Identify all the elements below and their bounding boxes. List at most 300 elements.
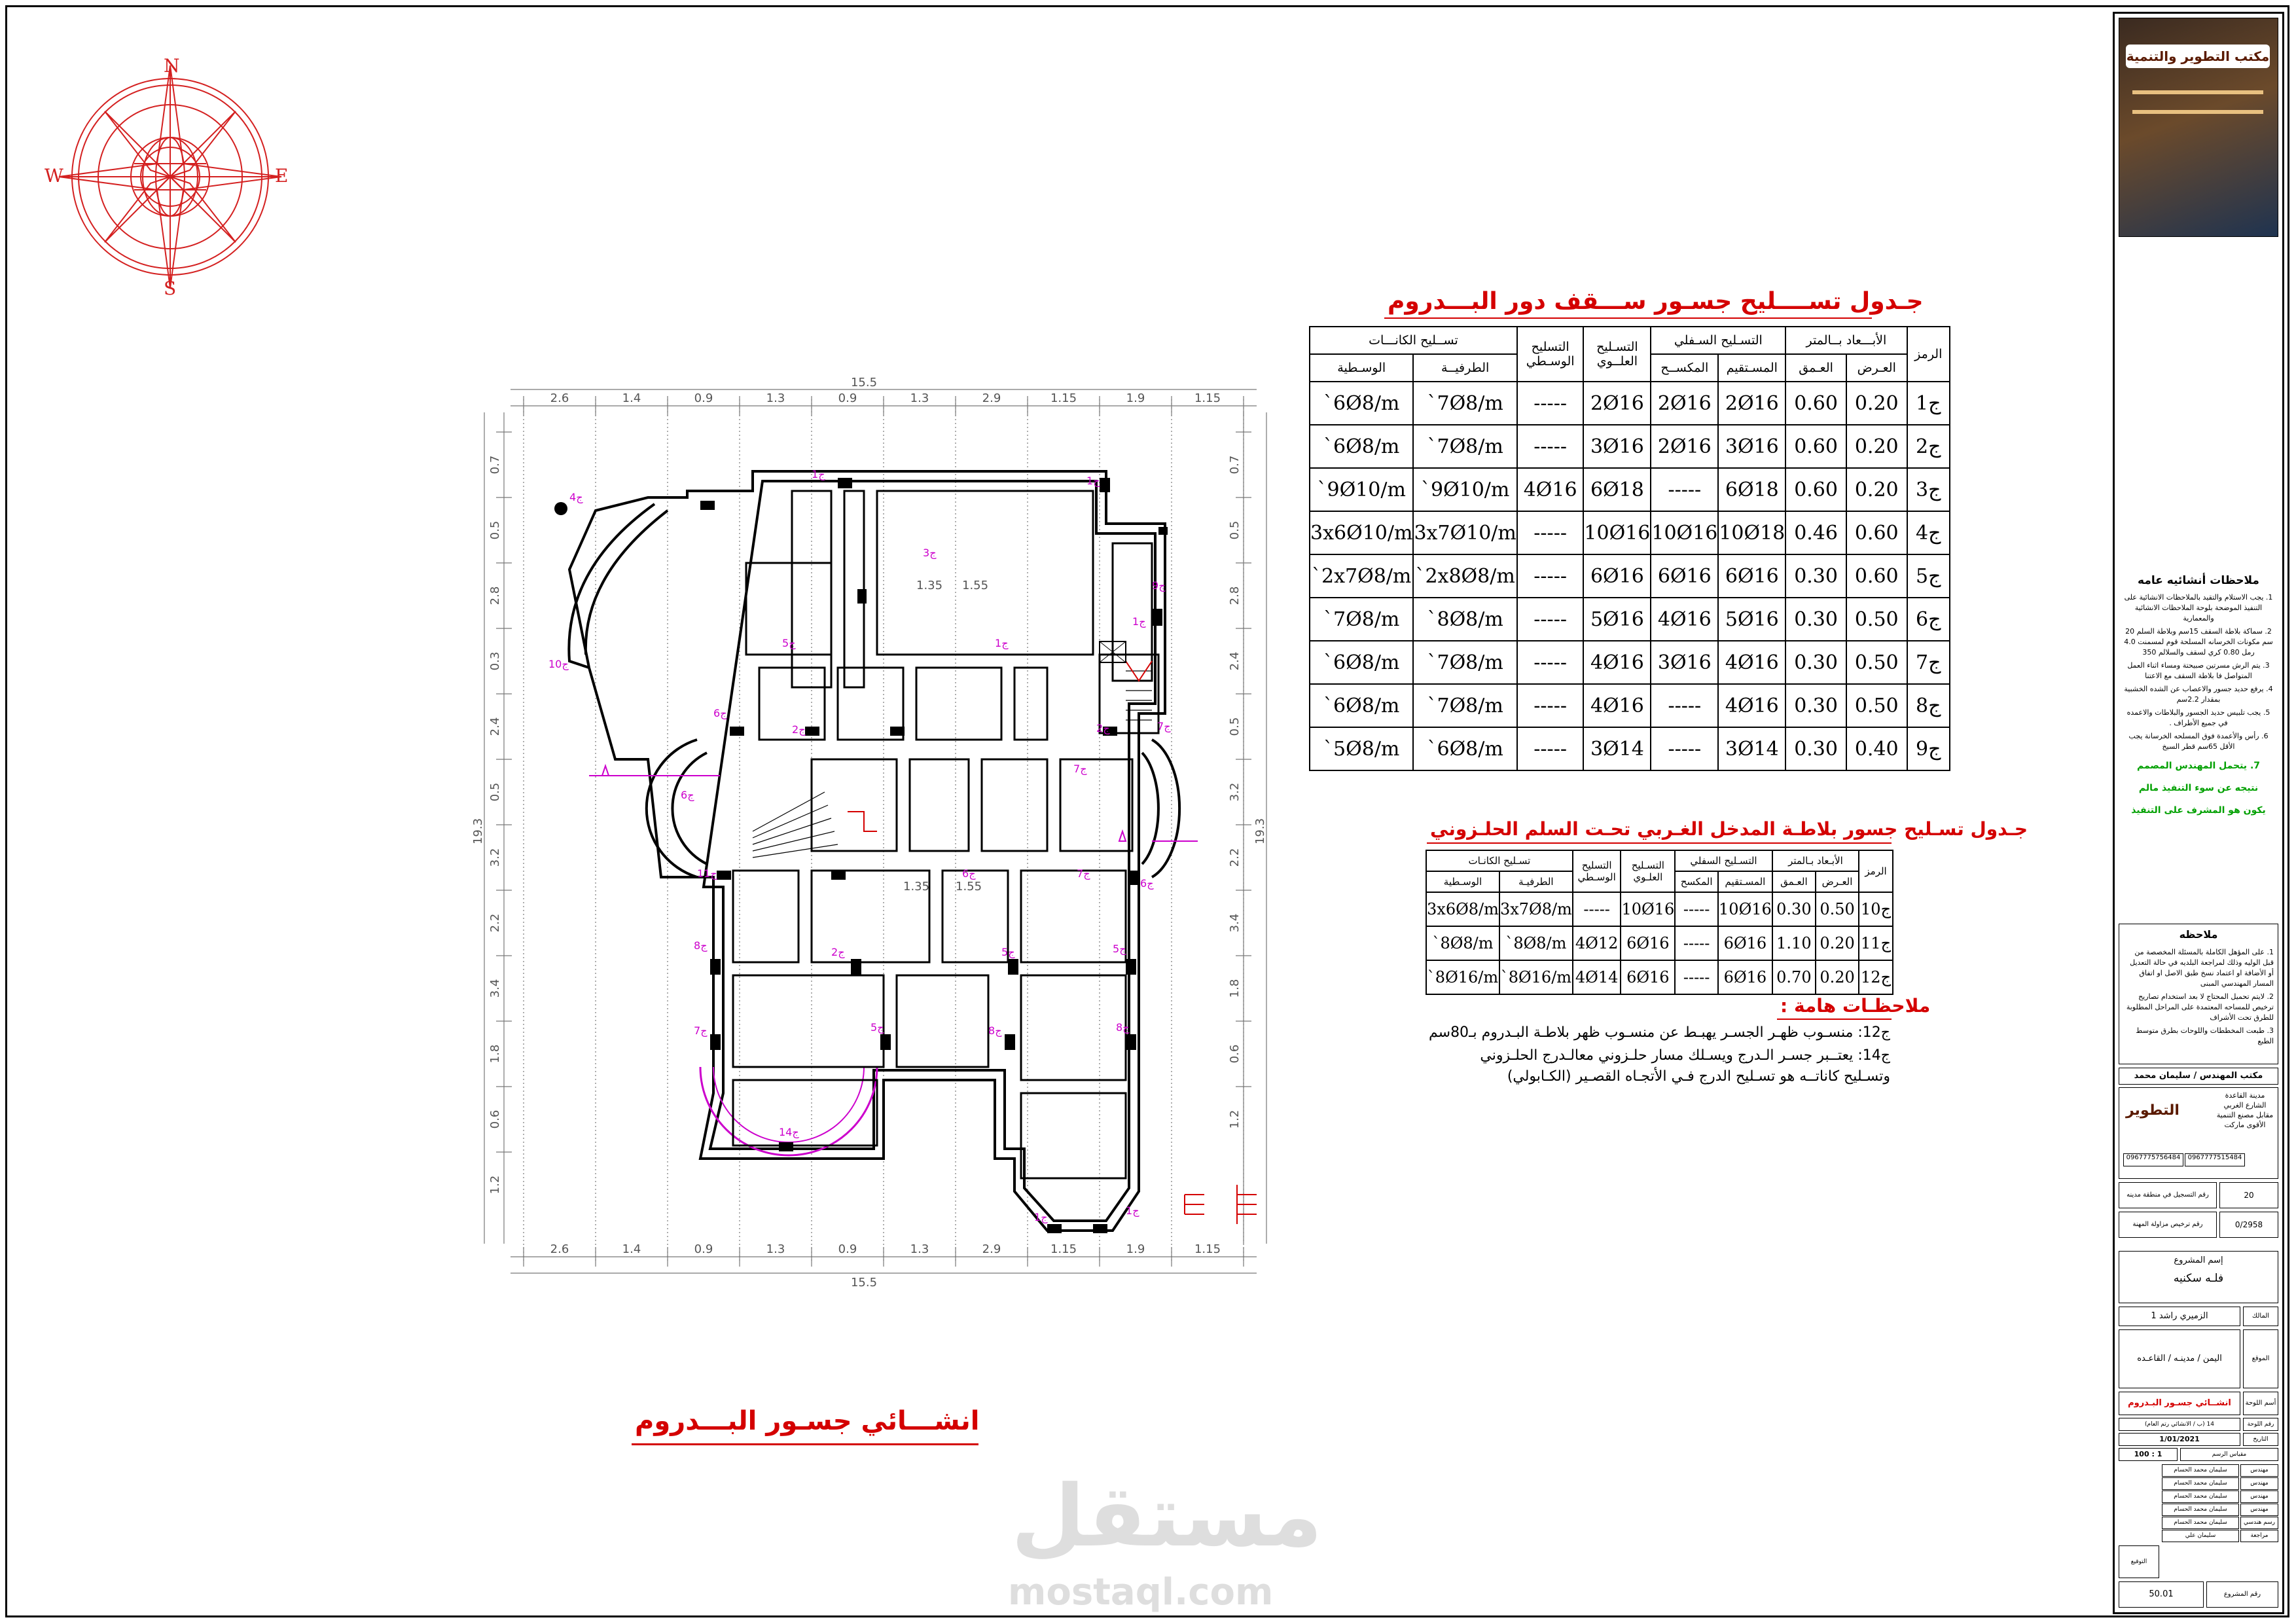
t1-cell: 6Ø8/m` [1310,641,1413,684]
dim-label: 0.9 [694,391,713,405]
green-note-1: 7. يتحمل المهندس المصمم [2136,761,2261,771]
t1-h-dims: الأبـــعاد بــالمتر [1785,327,1907,354]
compass-north: N [164,55,180,77]
t1-h-center: الوسـطية [1310,354,1413,382]
t2-h-center: الوسـطية [1426,871,1499,892]
t1-row [1310,727,1950,770]
staff-role: مراجعة [2240,1530,2278,1542]
t2-cell: 0.20 [1816,926,1859,960]
t1-cell: 6Ø8/m` [1310,425,1413,468]
sheet-no-label: رقم اللوحة [2243,1418,2278,1431]
compass-west: W [45,165,63,187]
dim-label: 1.9 [1126,1242,1145,1256]
compass-rose [26,46,327,308]
t1-cell: 9Ø10/m` [1310,468,1413,511]
general-notes-title: ملاحظات أنشائيه عامه [2138,574,2259,587]
t2-cell: 0.50 [1816,892,1859,926]
t2-cell: 10Ø16 [1718,892,1772,926]
dim-label: 1.3 [910,391,929,405]
t2-row [1426,960,1893,994]
t2-cell: ج10 [1859,892,1893,926]
dim-label: 1.4 [622,391,641,405]
t1-cell: ----- [1517,641,1584,684]
t1-cell: ----- [1651,727,1718,770]
reg-value: 20 [2219,1182,2278,1208]
t1-h-edge: الطرفيــة [1413,354,1516,382]
vdim-label: 2.8 [488,586,502,605]
t1-cell: 6Ø18 [1718,468,1785,511]
note-panel [2119,924,2278,1064]
vdim-label: 3.4 [1228,913,1242,933]
t2-cell: ج12 [1859,960,1893,994]
dim-label: 1.3 [766,1242,785,1256]
t1-cell: 0.60 [1846,554,1907,598]
vdim-label: 1.8 [1228,979,1242,998]
inner-dim-3: 1.35 [903,880,930,893]
date: 1/01/2021 [2119,1433,2240,1446]
t1-cell: 4Ø16 [1583,684,1651,727]
t1-h-top: التسـليح العلــوي [1583,327,1651,382]
svg-text:ج1: ج1 [1034,1211,1048,1223]
staff-role: مهندس [2240,1477,2278,1490]
t2-h-straight: المسـتقيم [1718,871,1772,892]
t1-cell: 5Ø8/m` [1310,727,1413,770]
svg-text:ج7: ج7 [1157,720,1171,732]
t1-cell: 5Ø16 [1718,598,1785,641]
dim-label: 1.15 [1194,391,1221,405]
staff-name: سليمان محمد الحسام [2162,1490,2239,1503]
t2-h-top: التسـليح العلـوي [1621,850,1675,892]
svg-text:ج5: ج5 [1001,946,1015,958]
staff-name: سليمان محمد الحسام [2162,1477,2239,1490]
svg-text:ج7: ج7 [694,1024,708,1037]
t2-h-dims: الأبـعاد بـالمتر [1772,850,1859,871]
dim-label: 1.15 [1050,1242,1077,1256]
t1-cell: ----- [1517,554,1584,598]
t1-row [1310,554,1950,598]
important-note-2: ج14: يعتــبر جسـر الـدرج ويسـلك مسار حلـزوني معالـدرج الحلـزوني [1480,1047,1890,1064]
t1-cell: 6Ø8/m` [1310,382,1413,425]
general-note: 1. يجب الاستلام والتقيد بالملاحظات الانشائية على التنفيذ الموضحة بلوحة الملاحظات الانشائية والمعمارية [2124,593,2273,623]
note-item: 1. على المؤهل الكاملة بالمسئلة المخصصة من قبل الوليه وذلك لمراجعة البلديه في حالة التعديل أو الأضافة او اعتماد نسخ طبق الاصل او اتفاق المسار المهندسي المبنى [2130,948,2274,988]
vdim-label: 0.3 [488,651,502,671]
t1-cell: 7Ø8/m` [1413,382,1516,425]
important-notes-underline [1777,1019,1892,1020]
t1-cell: 6Ø16 [1651,554,1718,598]
t2-h-mid: التسليح الوسـطي [1573,850,1621,892]
svg-text:ج6: ج6 [713,707,727,719]
dim-label: 1.4 [622,1242,641,1256]
t1-cell: 0.30 [1785,727,1846,770]
t1-cell: 6Ø18 [1583,468,1651,511]
watermark-latin: mostaql.com [1008,1571,1274,1614]
t2-row [1426,926,1893,960]
t1-cell: 0.30 [1785,554,1846,598]
compass-south: S [164,278,177,299]
t1-cell: 7Ø8/m` [1413,641,1516,684]
vdim-label: 0.5 [488,782,502,802]
t1-row [1310,382,1950,425]
svg-text:ج7: ج7 [1073,763,1087,775]
overall-dim-top: 15.5 [850,376,878,389]
t1-cell: ج3 [1907,468,1950,511]
t2-cell: ج11 [1859,926,1893,960]
dim-label: 1.15 [1050,391,1077,405]
vdim-label: 0.7 [1228,455,1242,475]
t2-h-width: العـرض [1816,871,1859,892]
general-notes-panel [2119,243,2278,924]
t1-cell: 10Ø16 [1651,511,1718,554]
t2-cell: 8Ø16/m` [1426,960,1499,994]
svg-text:ج5: ج5 [1113,943,1126,955]
staff-role: مهندس [2240,1490,2278,1503]
location: اليمن / مدينـه / القاعـده [2119,1329,2240,1388]
office-info-line: الشارع الغربي [2223,1101,2267,1110]
overall-dim-right: 19.3 [1253,818,1267,845]
t1-cell: 0.46 [1785,511,1846,554]
t2-h-bottom: التسـليح السفلي [1675,850,1772,871]
sheet-no: 14 (ب / الانشائي رتم العام) [2119,1418,2240,1431]
project-no: 50.01 [2119,1581,2204,1608]
logo-banner-line-2 [2132,110,2263,114]
vdim-label: 2.2 [1228,848,1242,867]
t1-cell: 5Ø16 [1583,598,1651,641]
t1-cell: 2Ø16 [1651,425,1718,468]
t2-cell: 3x7Ø8/m [1499,892,1573,926]
inner-dim-2: 1.55 [962,579,989,592]
svg-text:ج3: ج3 [923,547,937,559]
t1-cell: 7Ø8/m` [1413,425,1516,468]
office-info-line: مدينة القاعدة [2225,1091,2265,1100]
vdim-label: 1.8 [488,1044,502,1064]
vdim-label: 1.2 [488,1175,502,1195]
t1-cell: 0.60 [1785,382,1846,425]
vdim-label: 2.2 [488,913,502,933]
t1-cell: ----- [1651,684,1718,727]
office-info-panel [2119,1087,2278,1179]
t1-cell: 0.40 [1846,727,1907,770]
vdim-label: 0.5 [1228,717,1242,736]
beam-floor-plan [471,373,1289,1316]
t1-cell: ----- [1651,468,1718,511]
t1-cell: ج8 [1907,684,1950,727]
t1-cell: 4Ø16 [1583,641,1651,684]
t1-cell: 3Ø16 [1583,425,1651,468]
t1-cell: 10Ø18 [1718,511,1785,554]
sign-label: التوقيع [2119,1545,2159,1578]
t1-cell: 2Ø16 [1718,382,1785,425]
dim-label: 2.9 [982,391,1001,405]
vdim-label: 0.5 [488,520,502,540]
t1-cell: 3Ø14 [1718,727,1785,770]
t2-row [1426,892,1893,926]
general-note: 2. سماكة بلاطة السقف 15سم وبلاطة السلم 20 سم مكونات الخرسانه المسلحة قوم لمسمنت 4.0 رمل 0.80 كري لسقف والسلالم 350 [2124,627,2273,657]
office-logo-title: مكتب التطوير والتنمية [2126,45,2270,68]
staff-role: رسم هندسي [2240,1517,2278,1529]
t2-h-edge: الطرفيـة [1499,871,1573,892]
svg-text:ج1: ج1 [1132,615,1146,628]
t1-cell: 4Ø16 [1651,598,1718,641]
t1-row [1310,468,1950,511]
scale: 1 : 100 [2119,1448,2178,1461]
vdim-label: 2.4 [488,717,502,736]
table2-entrance-beams [1426,850,1893,995]
t1-row [1310,641,1950,684]
vdim-label: 1.2 [1228,1110,1242,1129]
t1-cell: ----- [1517,382,1584,425]
svg-text:ج6: ج6 [962,867,976,880]
t1-cell: ----- [1517,727,1584,770]
reg-label: رقم التسجيل في منطقة مدينه [2119,1182,2217,1208]
t1-cell: 3x7Ø10/m [1413,511,1516,554]
t2-cell: 6Ø16 [1718,960,1772,994]
t1-cell: 0.60 [1785,468,1846,511]
office-info-line: مقابل مصنع التنمية [2216,1111,2274,1119]
phone-2: 0967777515484 [2185,1153,2245,1166]
inner-dim-1: 1.35 [916,579,943,592]
t2-h-bent: المكسح [1675,871,1718,892]
green-note-2: نتيجه عن سوء التنفيذ مالم [2138,783,2259,793]
t1-h-mid: التسليح الوسـطي [1517,327,1584,382]
t1-cell: 0.30 [1785,598,1846,641]
project-name-label: إسم المشروع [2174,1255,2223,1265]
table1-beam-reinforcement [1309,326,1950,771]
drawing-title: انشـــائي جسـور البـــدروم [635,1406,980,1436]
t1-row [1310,598,1950,641]
logo-banner-line [2132,90,2263,94]
t1-cell: 4Ø16 [1718,641,1785,684]
t1-cell: 0.20 [1846,382,1907,425]
dim-label: 2.6 [550,391,569,405]
t1-cell: ج6 [1907,598,1950,641]
t1-cell: ج7 [1907,641,1950,684]
drawing-title-underline [632,1443,978,1445]
t1-row [1310,511,1950,554]
t1-cell: 0.20 [1846,468,1907,511]
t1-cell: ج4 [1907,511,1950,554]
t1-cell: 2x7Ø8/m` [1310,554,1413,598]
t2-h-symbol: الرمز [1859,850,1893,892]
compass-east: E [275,165,289,187]
overall-dim-bottom: 15.5 [850,1276,878,1290]
t2-cell: 4Ø14 [1573,960,1621,994]
svg-text:ج2: ج2 [792,723,806,736]
svg-text:ج8: ج8 [1116,1021,1130,1034]
vdim-label: 2.8 [1228,586,1242,605]
t2-h-stirrups: تسـليح الكانـات [1426,850,1573,871]
svg-text:ج4: ج4 [569,491,583,503]
t1-h-width: العـرض [1846,354,1907,382]
important-notes-title: ملاحظـات هامة : [1780,995,1931,1017]
t1-cell: 6Ø16 [1583,554,1651,598]
important-note-3: وتسـليح كاناتــه هو تسـليح الدرج فـي الأتجـاه القصـير (الكـابولي) [1507,1068,1890,1085]
t2-cell: ----- [1675,892,1718,926]
staff-name: سليمان علي [2162,1530,2239,1542]
office-logo-panel [2119,18,2278,237]
phone-1: 0967775756484 [2123,1153,2183,1166]
t1-cell: ----- [1517,684,1584,727]
t2-cell: 0.30 [1772,892,1816,926]
location-label: الموقع [2243,1329,2278,1388]
t2-cell: 6Ø16 [1621,960,1675,994]
t1-cell: ج2 [1907,425,1950,468]
svg-text:ج10: ج10 [548,658,569,670]
dim-label: 1.3 [910,1242,929,1256]
t2-cell: ----- [1573,892,1621,926]
t2-cell: 3x6Ø8/m [1426,892,1499,926]
t1-cell: 6Ø16 [1718,554,1785,598]
t1-cell: 0.30 [1785,641,1846,684]
svg-text:ج8: ج8 [694,939,708,952]
dim-label: 2.6 [550,1242,569,1256]
license-label: رقم ترخيص مزاولة المهنة [2119,1212,2217,1238]
project-name-panel [2119,1251,2278,1303]
t1-h-straight: المسـتقيم [1718,354,1785,382]
t1-cell: 9Ø10/m` [1413,468,1516,511]
vdim-label: 0.6 [488,1110,502,1129]
t2-cell: 8Ø16/m` [1499,960,1573,994]
title-block [2113,12,2284,1614]
svg-text:ج2: ج2 [831,946,845,958]
overall-dim-left: 19.3 [471,818,485,845]
t1-h-depth: العـمق [1785,354,1846,382]
date-label: التاريخ [2243,1433,2278,1446]
office-brand: التطوير [2126,1102,2179,1119]
vdim-label: 2.4 [1228,651,1242,671]
vdim-label: 3.2 [488,848,502,867]
t1-h-bent: المكســح [1651,354,1718,382]
dim-label: 1.3 [766,391,785,405]
t1-cell: 8Ø8/m` [1413,598,1516,641]
t1-row [1310,425,1950,468]
dim-label: 1.15 [1194,1242,1221,1256]
t1-h-bottom: التسـليح السـفلي [1651,327,1785,354]
dim-label: 1.9 [1126,391,1145,405]
staff-name: سليمان محمد الحسام [2162,1464,2239,1477]
t1-cell: 0.50 [1846,684,1907,727]
project-no-label: رقم المشروع [2206,1581,2278,1608]
t2-cell: 8Ø8/m` [1426,926,1499,960]
watermark-arabic: مستقل [1011,1466,1323,1566]
dim-label: 0.9 [838,1242,857,1256]
svg-text:ج9: ج9 [1152,579,1166,592]
t2-cell: 1.10 [1772,926,1816,960]
t1-cell: 6Ø8/m` [1413,727,1516,770]
t1-h-stirrups: تســليح الكانـــات [1310,327,1517,354]
t2-cell: 10Ø16 [1621,892,1675,926]
table2-title-underline [1427,842,1892,844]
staff-name: سليمان محمد الحسام [2162,1504,2239,1516]
t1-cell: 3x6Ø10/m [1310,511,1413,554]
staff-name: سليمان محمد الحسام [2162,1517,2239,1529]
important-note-1: ج12: منسـوب ظهـر الجسـر يهبـط عن منسـوب ظهر بلاطـة البـدروم بـ80سم [1428,1024,1890,1041]
t2-cell: 0.20 [1816,960,1859,994]
general-note: 3. يتم الرش مسرتين صبيحتة ومساء اثناء العمل المتواصل فا بلاطة السقف مع الاعتنا [2127,661,2270,680]
note-item: 2. لايتم تحميل المحتاج لا بعد استخدام تصاريح ترخيص للمساحه المعتمدة على المراحل المطلوبة للطرق تحت الأشراف [2126,992,2274,1022]
svg-text:ج1: ج1 [1086,475,1100,487]
svg-text:ج14: ج14 [779,1126,799,1138]
general-note: 4. يرفع حديد جسور والاعصاب عن الشده الخشبية بمقدار 2.2سم [2124,685,2273,704]
t1-cell: 0.20 [1846,425,1907,468]
t1-cell: 4Ø16 [1517,468,1584,511]
t2-cell: 4Ø12 [1573,926,1621,960]
t1-cell: ----- [1517,511,1584,554]
t1-cell: 0.60 [1785,425,1846,468]
t1-cell: 10Ø16 [1583,511,1651,554]
t1-cell: 2x8Ø8/m` [1413,554,1516,598]
svg-text:ج5: ج5 [870,1021,884,1034]
scale-label: مقياس الرسم [2180,1448,2278,1461]
t1-cell: 3Ø14 [1583,727,1651,770]
table2-title: جـدول تسـليح جسور بلاطـة المدخل الغـربي تحـت السلم الحلـزوني [1430,818,2028,840]
t2-cell: 6Ø16 [1621,926,1675,960]
t1-cell: 0.60 [1846,511,1907,554]
svg-text:ج1: ج1 [812,468,825,480]
staff-role: مهندس [2240,1464,2278,1477]
t1-cell: 0.30 [1785,684,1846,727]
t1-cell: 0.50 [1846,641,1907,684]
svg-text:ج6: ج6 [681,789,694,801]
note-item: 3. طبعت المخططات واللوحات بطرق متوسط الطبع [2136,1026,2274,1045]
dim-label: 0.9 [838,391,857,405]
t1-cell: ----- [1517,598,1584,641]
table1-title: جـدول تســــليح جسـور ســـقف دور البـــدروم [1388,288,1924,315]
t1-cell: 6Ø8/m` [1310,684,1413,727]
svg-text:ج2: ج2 [1096,722,1110,734]
green-note-3: يكون هو المشرف على التنفيذ [2131,805,2266,816]
t1-row [1310,684,1950,727]
dim-label: 2.9 [982,1242,1001,1256]
project-name: فلـه سكنيه [2173,1272,2224,1285]
vdim-label: 3.4 [488,979,502,998]
svg-text:ج8: ج8 [988,1024,1002,1037]
owner: الزميري راشد 1 [2119,1307,2240,1326]
office-info-line: الأقوى ماركت [2224,1121,2266,1129]
t2-cell: 8Ø8/m` [1499,926,1573,960]
t1-cell: ج9 [1907,727,1950,770]
t1-cell: ----- [1517,425,1584,468]
vdim-label: 0.7 [488,455,502,475]
t1-cell: 7Ø8/m` [1413,684,1516,727]
t1-cell: ج5 [1907,554,1950,598]
t1-cell: 3Ø16 [1651,641,1718,684]
t1-cell: ج1 [1907,382,1950,425]
svg-text:ج6: ج6 [1140,877,1154,890]
t1-cell: 3Ø16 [1718,425,1785,468]
svg-text:ج5: ج5 [782,637,796,649]
svg-text:ج11: ج11 [697,867,717,880]
staff-role: مهندس [2240,1504,2278,1516]
t2-cell: ----- [1675,960,1718,994]
license-value: 0/2958 [2219,1212,2278,1238]
note-title: ملاحظه [2179,928,2218,941]
inner-dim-4: 1.55 [956,880,982,893]
sheet-name: انشــائي جسـور البـدروم [2119,1392,2240,1415]
general-note: 6. رأس والأعمدة فوق المسلحه الخرسانة يجب الأقل 65سم قطر السيخ [2128,732,2269,751]
office-title: مكتب المهندس / سليمان محمد [2119,1068,2278,1085]
dim-label: 0.9 [694,1242,713,1256]
vdim-label: 3.2 [1228,782,1242,802]
t2-cell: 6Ø16 [1718,926,1772,960]
t1-cell: 4Ø16 [1718,684,1785,727]
svg-text:ج1: ج1 [1126,1204,1139,1217]
t1-cell: 2Ø16 [1651,382,1718,425]
owner-label: المالك [2243,1307,2278,1326]
t1-cell: 7Ø8/m` [1310,598,1413,641]
t1-cell: 2Ø16 [1583,382,1651,425]
table1-title-underline [1384,317,1872,319]
vdim-label: 0.5 [1228,520,1242,540]
